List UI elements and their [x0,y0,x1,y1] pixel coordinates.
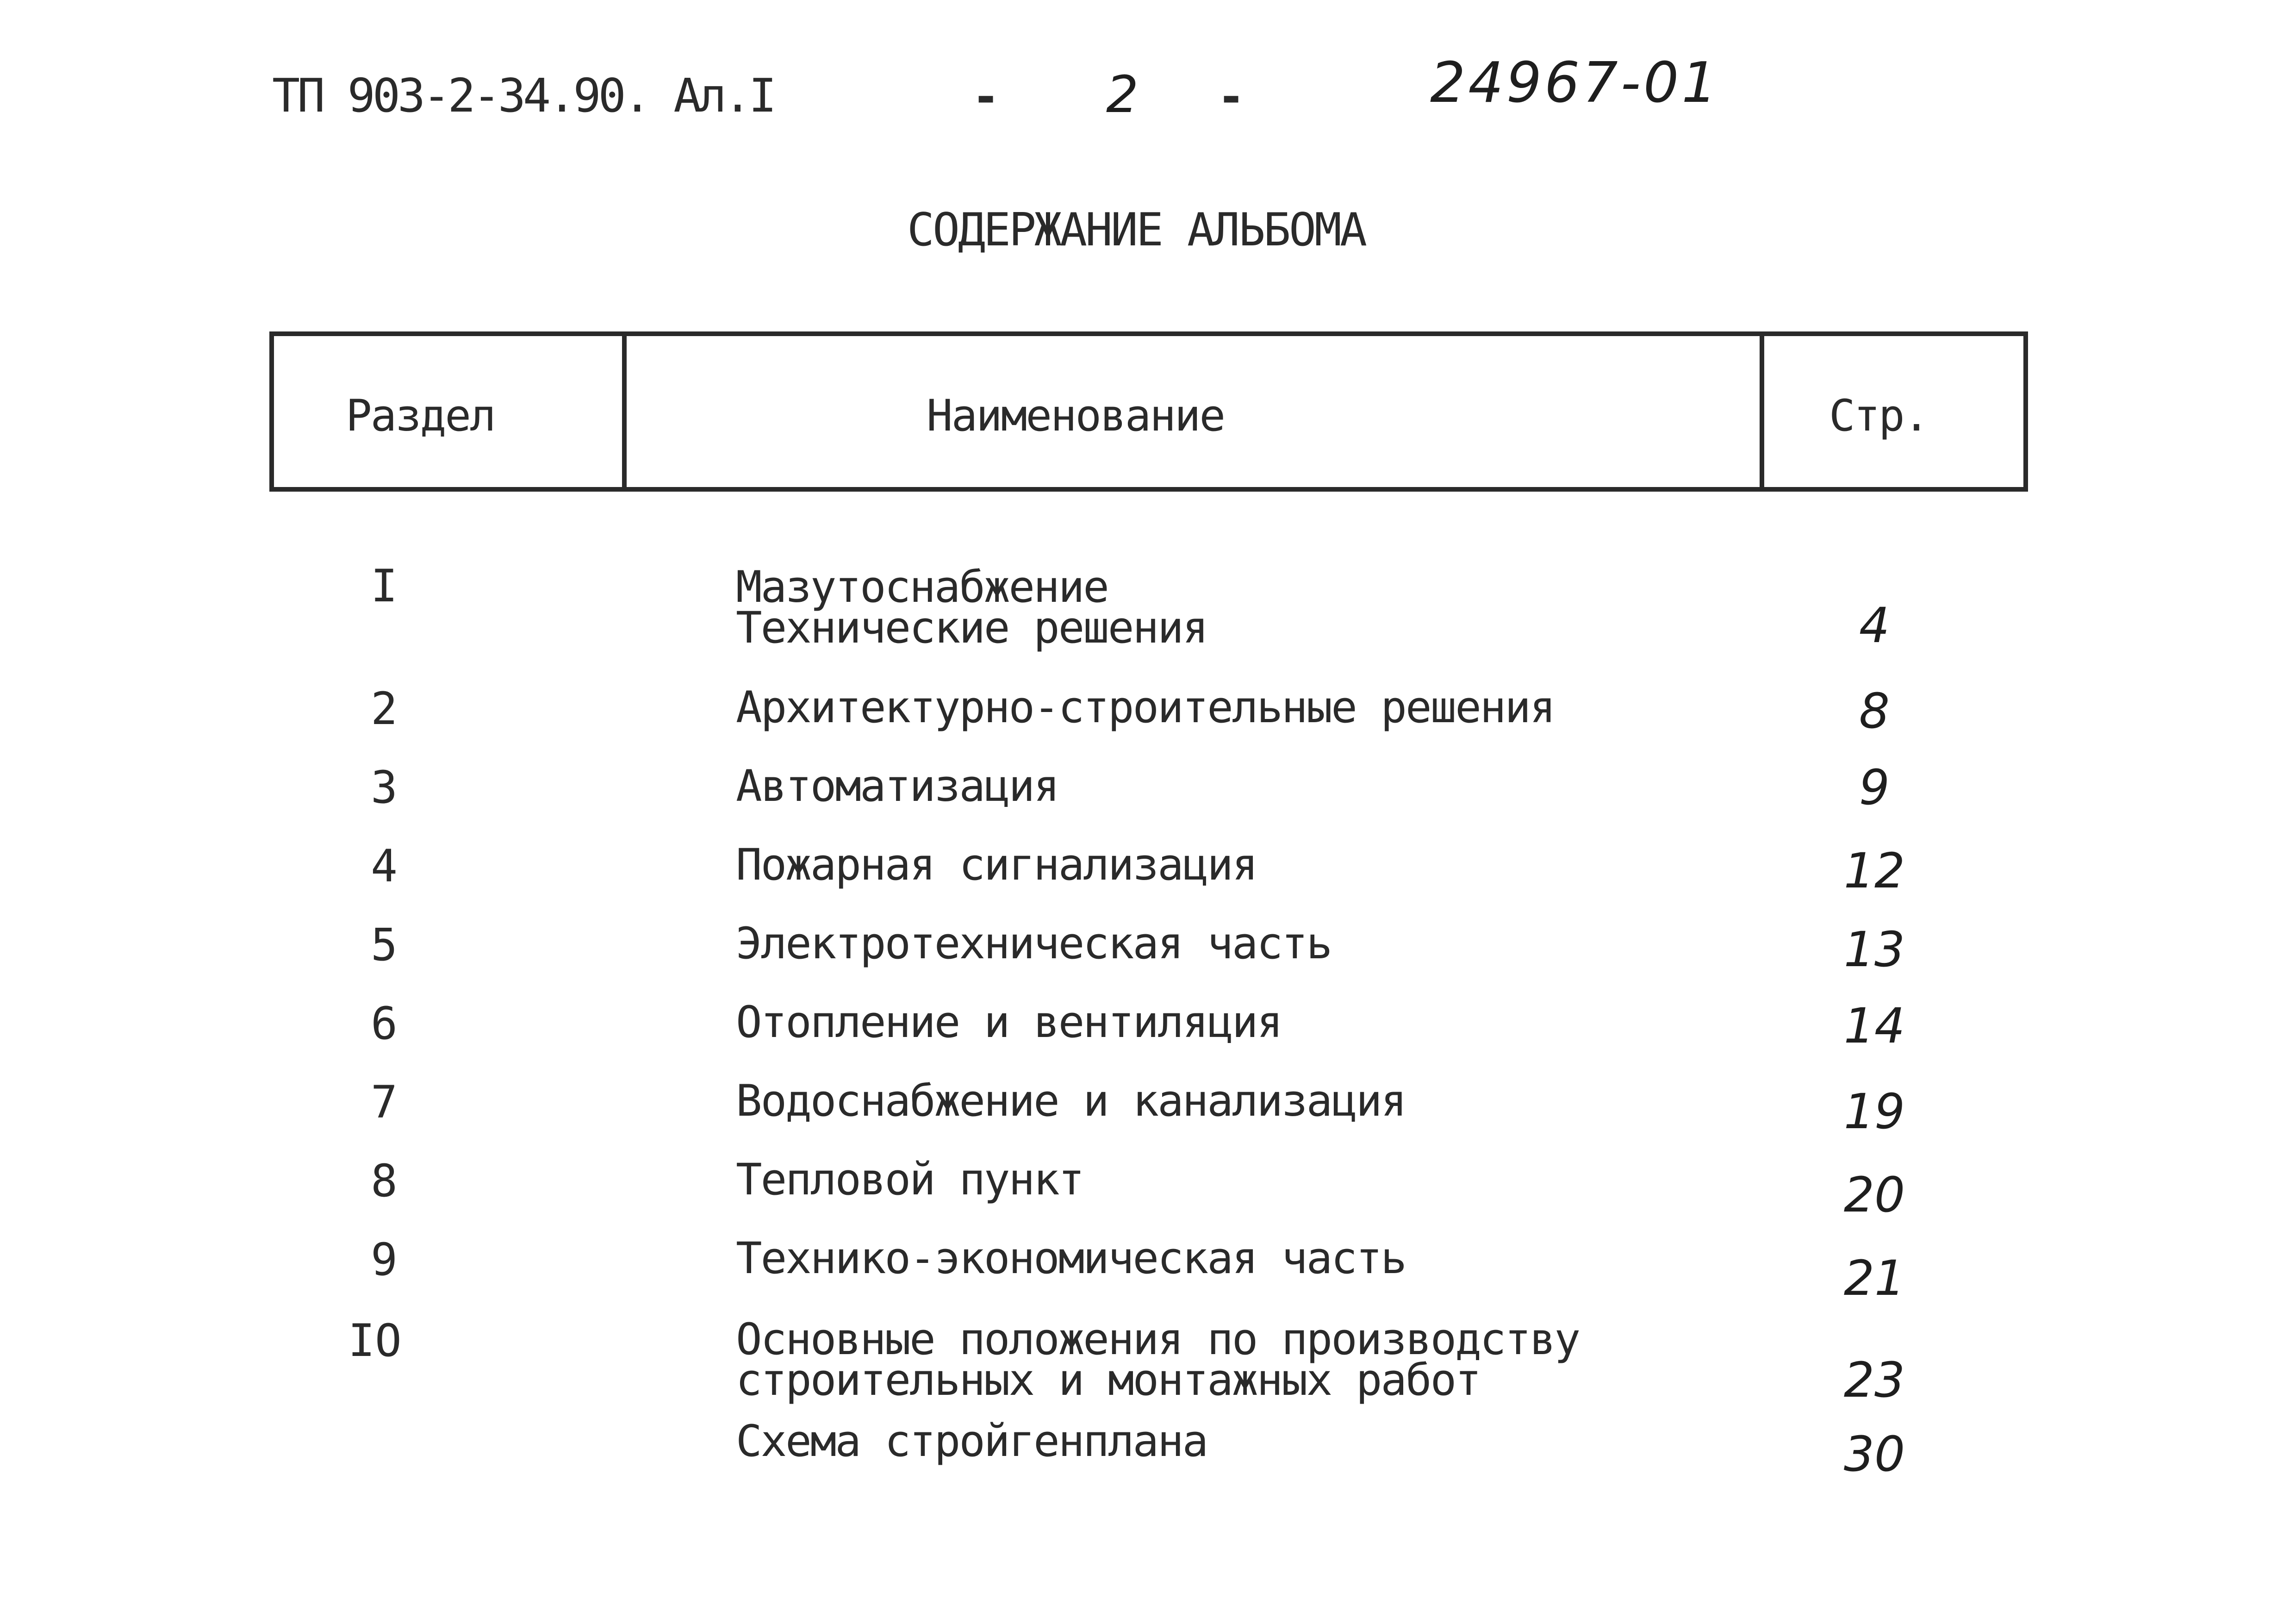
section-title: Архитектурно-строительные решения [736,682,1555,733]
page-ref: 30 [1843,1426,1905,1482]
column-divider-page [1760,336,1764,487]
page-ref: 13 [1843,921,1905,978]
column-divider-section [622,336,627,487]
page-ref: 19 [1843,1083,1905,1140]
page-number-dash-left: - [972,69,1000,124]
column-header-page: Стр. [1829,391,1929,441]
section-number: 7 [371,1076,398,1128]
page-ref: 12 [1843,843,1905,899]
column-header-name: Наименование [927,391,1225,441]
section-number: 6 [371,998,398,1049]
column-header-section: Раздел [346,391,495,441]
section-title: Тепловой пункт [736,1155,1083,1205]
page-ref: 20 [1843,1167,1905,1223]
page-ref: 21 [1843,1250,1905,1306]
page-number-dash-right: - [1217,69,1245,124]
section-number: 9 [371,1234,398,1286]
section-title-line2: Технические решения [736,603,1207,653]
page-ref: 14 [1843,998,1905,1054]
contents-table-header [269,331,2028,492]
section-title-line2: строительных и монтажных работ [736,1355,1480,1405]
page-number: 2 [1106,65,1139,124]
section-number: 8 [371,1155,398,1207]
page-ref: 9 [1859,759,1890,816]
section-number: 3 [371,762,398,813]
page-ref: 4 [1859,597,1890,654]
section-number: IO [348,1315,402,1367]
section-title: Отопление и вентиляция [736,997,1282,1048]
section-number: 2 [371,683,398,735]
section-title: Схема стройгенплана [736,1416,1207,1467]
section-title: Водоснабжение и канализация [736,1076,1406,1126]
section-title: Электротехническая часть [736,918,1332,969]
section-number: I [371,560,398,612]
document-code: ТП 903-2-34.90. Ал.I [272,69,774,123]
inventory-number: 24967-01 [1430,51,1720,115]
section-title: Пожарная сигнализация [736,840,1257,890]
section-number: 4 [371,840,398,892]
page-ref: 23 [1843,1352,1905,1408]
section-title: Основные положения по производству [736,1314,1580,1365]
section-title: Автоматизация [736,761,1058,812]
section-number: 5 [371,919,398,971]
document-title: СОДЕРЖАНИЕ АЛЬБОМА [907,204,1366,256]
section-title: Мазутоснабжение [736,562,1108,612]
page-ref: 8 [1859,683,1890,739]
section-title: Технико-экономическая часть [736,1233,1406,1284]
